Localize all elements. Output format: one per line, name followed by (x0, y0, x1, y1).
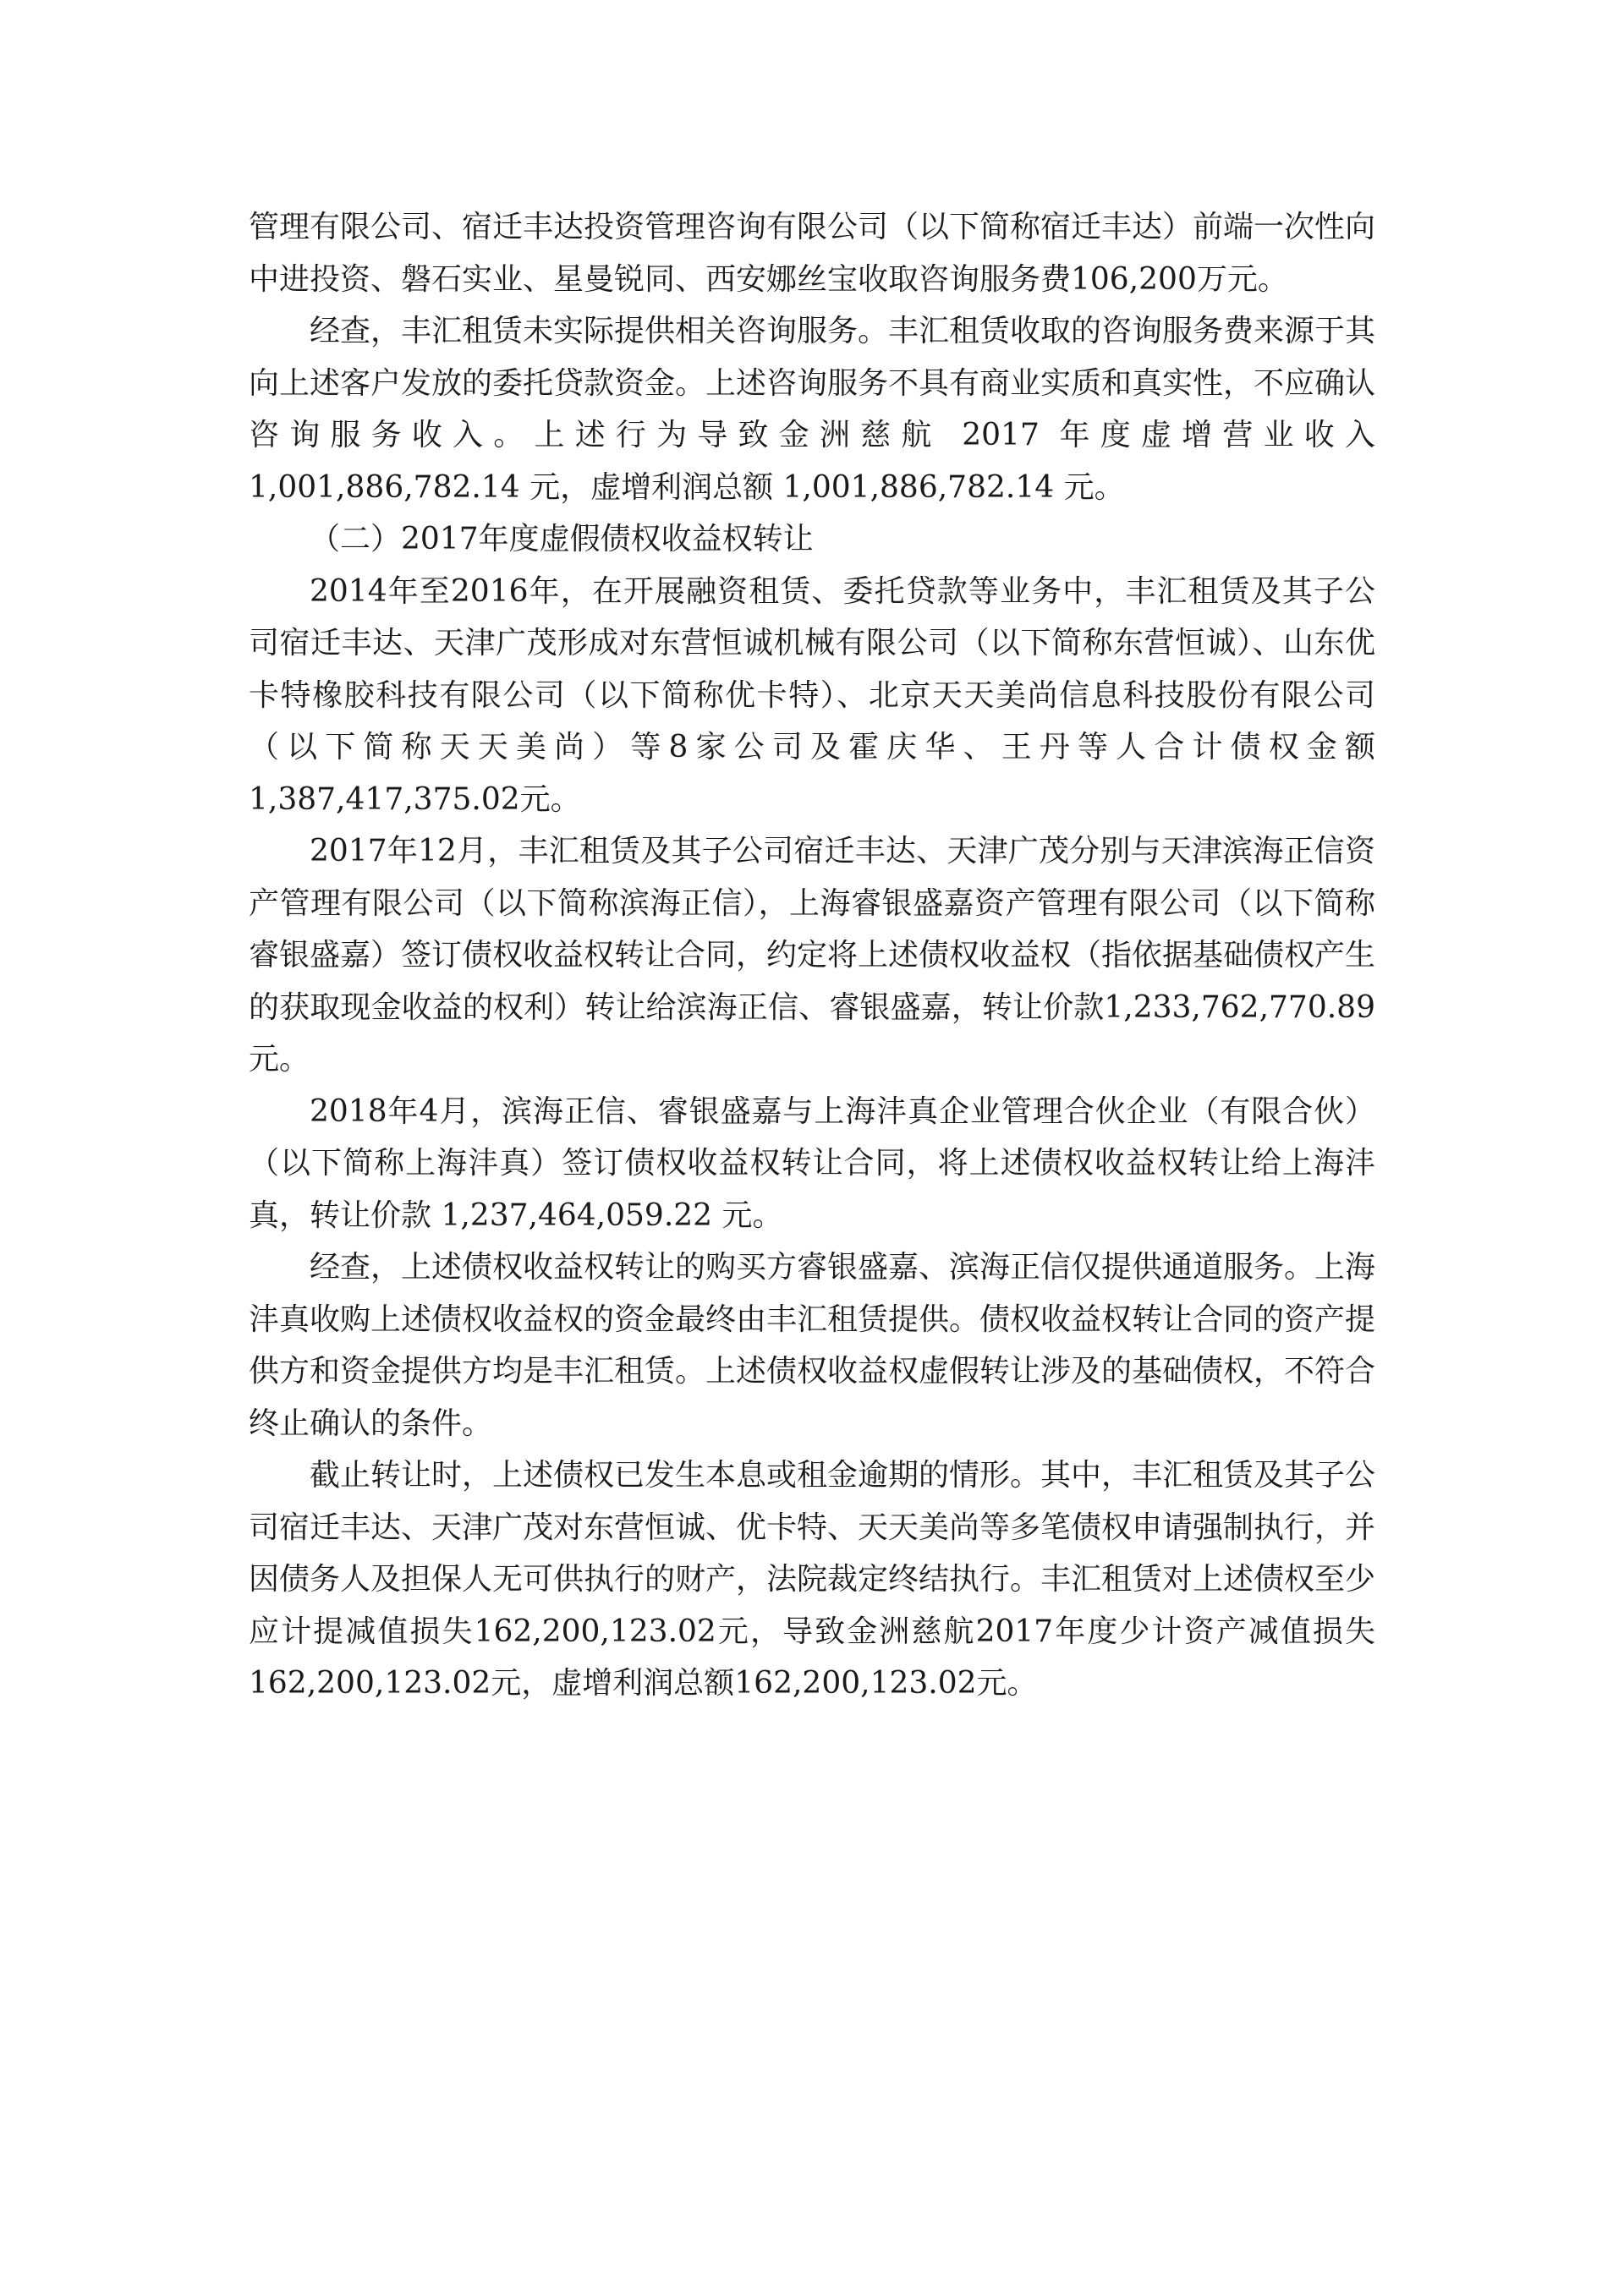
paragraph-continuation: 管理有限公司、宿迁丰达投资管理咨询有限公司（以下简称宿迁丰达）前端一次性向中进投资、磐石实业、星曼锐同、西安娜丝宝收取咨询服务费106,200万元。 (249, 210, 1376, 297)
document-body (249, 201, 1375, 1710)
paragraph-transfer-2017: 2017年12月，丰汇租赁及其子公司宿迁丰达、天津广茂分别与天津滨海正信资产管理有限公司（以下简称滨海正信），上海睿银盛嘉资产管理有限公司（以下简称睿银盛嘉）签订债权收益权转让合同，约定将上述债权收益权（指依据基础债权产生的获取现金收益的权利）转让给滨海正信、睿银盛嘉，转让价款1,233,762,770.89元。 (249, 834, 1376, 1077)
section-heading: （二）2017年度虚假债权收益权转让 (310, 522, 814, 556)
paragraph-consulting-finding: 经查，丰汇租赁未实际提供相关咨询服务。丰汇租赁收取的咨询服务费来源于其向上述客户发放的委托贷款资金。上述咨询服务不具有商业实质和真实性，不应确认咨询服务收入。上述行为导致金洲慈航 2017 年度虚增营业收入 1,001,886,782.14 元，虚增利润总额 1,001,886,782.14 元。 (249, 314, 1376, 505)
paragraph-transfer-finding: 经查，上述债权收益权转让的购买方睿银盛嘉、滨海正信仅提供通道服务。上海沣真收购上述债权收益权的资金最终由丰汇租赁提供。债权收益权转让合同的资产提供方和资金提供方均是丰汇租赁。上述债权收益权虚假转让涉及的基础债权，不符合终止确认的条件。 (249, 1250, 1376, 1441)
paragraph-impairment: 截止转让时，上述债权已发生本息或租金逾期的情形。其中，丰汇租赁及其子公司宿迁丰达、天津广茂对东营恒诚、优卡特、天天美尚等多笔债权申请强制执行，并因债务人及担保人无可供执行的财产，法院裁定终结执行。丰汇租赁对上述债权至少应计提减值损失162,200,123.02元，导致金洲慈航2017年度少计资产减值损失162,200,123.02元，虚增利润总额162,200,123.02元。 (249, 1458, 1376, 1701)
paragraph-creditor-rights: 2014年至2016年，在开展融资租赁、委托贷款等业务中，丰汇租赁及其子公司宿迁丰达、天津广茂形成对东营恒诚机械有限公司（以下简称东营恒诚）、山东优卡特橡胶科技有限公司（以下简称优卡特）、北京天天美尚信息科技股份有限公司（以下简称天天美尚）等8家公司及霍庆华、王丹等人合计债权金额1,387,417,375.02元。 (249, 573, 1375, 817)
paragraph-transfer-2018: 2018年4月，滨海正信、睿银盛嘉与上海沣真企业管理合伙企业（有限合伙）（以下简称上海沣真）签订债权收益权转让合同，将上述债权收益权转让给上海沣真，转让价款 1,237,464,059.22 元。 (249, 1093, 1375, 1233)
